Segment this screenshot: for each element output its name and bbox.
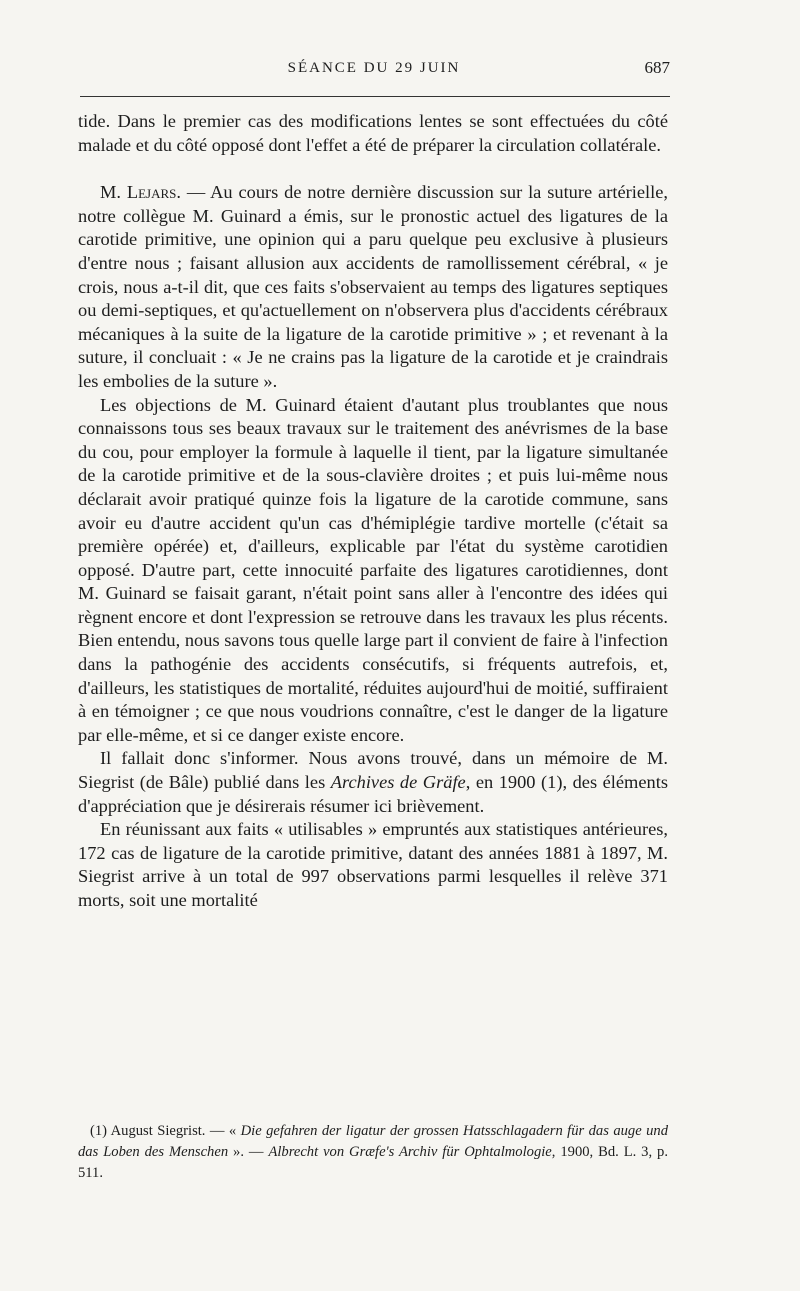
running-head: SÉANCE DU 29 JUIN — [287, 60, 461, 76]
page-number: 687 — [644, 58, 670, 77]
footnote-tail: , 1900, Bd. L. 3, p. 511. — [78, 1144, 668, 1181]
footnote-title: Die gefahren der ligatur der grossen Hatsschlagadern für das auge und das Loben des Menschen — [78, 1123, 668, 1160]
journal-title: Archives de Gräfe — [330, 772, 466, 793]
footnote-journal: Albrecht von Græfe's Archiv für Ophtalmologie — [268, 1144, 552, 1160]
paragraph-1: tide. Dans le premier cas des modifications lentes se sont effectuées du côté malade et du côté opposé dont l'effet a été de préparer la circulation collatérale. — [78, 111, 668, 155]
paragraph-4 — [78, 747, 668, 818]
paragraph-4-after: , en 1900 (1), des éléments d'appréciation que je désirerais résumer ici brièvement. — [78, 772, 668, 816]
footnote-mid: ». — — [228, 1144, 269, 1160]
paragraph-2 — [78, 181, 668, 393]
paragraph-4-before: Il fallait donc s'informer. Nous avons trouvé, dans un mémoire de M. Siegrist (de Bâle) publié dans les — [78, 748, 668, 793]
header-rule — [80, 96, 670, 97]
page-header — [78, 58, 670, 84]
speaker-prefix: M. — [100, 182, 121, 203]
body-text — [78, 110, 668, 913]
footnote-1 — [78, 1121, 668, 1184]
footnote-lead: (1) August Siegrist. — « — [90, 1123, 241, 1139]
paragraph-2-text: . — Au cours de notre dernière discussion sur la suture artérielle, notre collègue M. Guinard a émis, sur le pronostic actuel des ligatures de la carotide primitive, une opinion qui a paru quelque peu exclusive à plusieurs d'entre nous ; faisant allusion aux accidents de ramollissement cérébral, « je crois, nous a-t-il dit, que ces faits s'observaient au temps des ligatures septiques ou demi-septiques, et qu'actuellement on n'observera plus d'accidents cérébraux mécaniques à la suite de la ligature de la carotide primitive » ; et revenant à la suture, il concluait : « Je ne crains pas la ligature de la carotide et je craindrais les embolies de la suture ». — [78, 182, 668, 391]
paragraph-3: Les objections de M. Guinard étaient d'autant plus troublantes que nous connaissons tous ses beaux travaux sur le traitement des anévrismes de la base du cou, pour employer la formule à laquelle il tient, par la ligature simultanée de la carotide primitive et de la sous-clavière droites ; et puis lui-même nous déclarait avoir pratiqué quinze fois la ligature de la carotide commune, sans avoir eu d'autre accident qu'un cas d'hémiplégie tardive mortelle (c'était sa première opérée) et, d'ailleurs, explicable par l'état du système carotidien opposé. D'autre part, cette innocuité parfaite des ligatures carotidiennes, dont M. Guinard se faisait garant, n'était point sans aller à l'encontre des idées qui règnent encore et dont l'expression se retrouve dans les travaux les plus récents. Bien entendu, nous savons tous quelle large part il convient de faire à l'infection dans la pathogénie des accidents consécutifs, si fréquents autrefois, et, d'ailleurs, les statistiques de mortalité, réduites aujourd'hui de moitié, suffiraient à en témoigner ; ce que nous voudrions connaître, c'est le danger de la ligature par elle-même, et si ce danger existe encore. — [78, 394, 668, 745]
paragraph-5: En réunissant aux faits « utilisables » empruntés aux statistiques antérieures, 172 cas de ligature de la carotide primitive, datant des années 1881 à 1897, M. Siegrist arrive à un total de 997 observations parmi lesquelles il relève 371 morts, soit une mortalité — [78, 819, 668, 910]
footnotes — [78, 1121, 668, 1184]
speaker-name: Lejars — [126, 182, 177, 203]
